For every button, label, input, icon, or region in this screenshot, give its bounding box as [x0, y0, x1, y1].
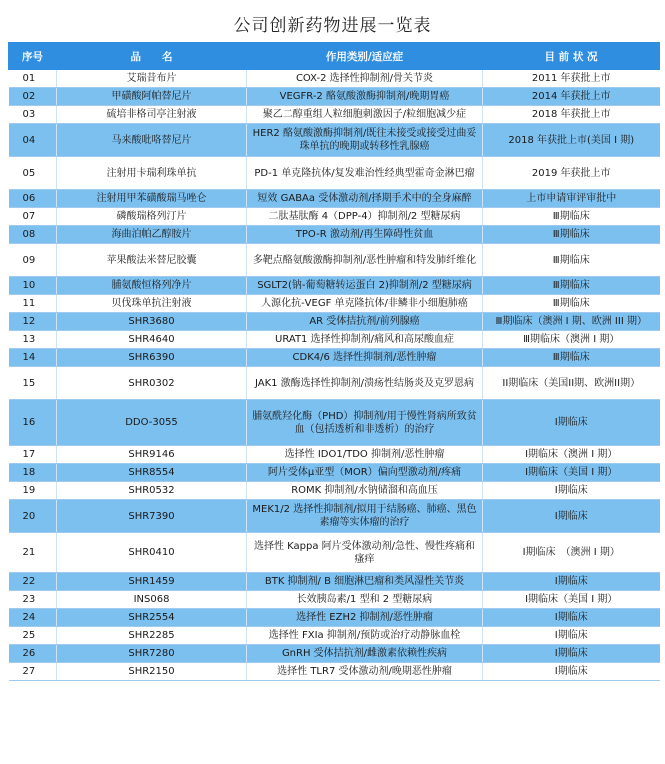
cell-status: Ⅰ期临床: [483, 609, 660, 627]
cell-status: Ⅰ期临床（美国 I 期）: [483, 591, 660, 609]
cell-drug-name: 硫培非格司亭注射液: [57, 106, 247, 124]
cell-drug-name: 注射用甲苯磺酸瑞马唑仑: [57, 190, 247, 208]
cell-drug-name: SHR3680: [57, 313, 247, 331]
table-row: [9, 244, 660, 277]
table-row: [9, 106, 660, 124]
table-row: [9, 70, 660, 88]
cell-status: Ⅲ期临床（澳洲 I 期）: [483, 331, 660, 349]
table-row: [9, 500, 660, 533]
cell-category: 选择性 EZH2 抑制剂/恶性肿瘤: [247, 609, 483, 627]
drug-progress-table: [8, 42, 660, 681]
table-row: [9, 533, 660, 573]
cell-drug-name: 磷酸瑞格列汀片: [57, 208, 247, 226]
cell-number: 27: [9, 663, 57, 681]
cell-number: 05: [9, 157, 57, 190]
table-row: [9, 573, 660, 591]
table-row: [9, 331, 660, 349]
cell-drug-name: 脯氨酸恒格列净片: [57, 277, 247, 295]
cell-drug-name: SHR2285: [57, 627, 247, 645]
cell-category: VEGFR-2 酪氨酸激酶抑制剂/晚期胃癌: [247, 88, 483, 106]
cell-number: 26: [9, 645, 57, 663]
cell-drug-name: 苹果酸法米替尼胶囊: [57, 244, 247, 277]
cell-number: 04: [9, 124, 57, 157]
table-row: [9, 645, 660, 663]
cell-category: GnRH 受体拮抗剂/雌激素依赖性疾病: [247, 645, 483, 663]
cell-number: 23: [9, 591, 57, 609]
cell-status: 2014 年获批上市: [483, 88, 660, 106]
cell-drug-name: 甲磺酸阿帕替尼片: [57, 88, 247, 106]
cell-status: II期临床（美国II期、欧洲II期）: [483, 367, 660, 400]
cell-category: 选择性 Kappa 阿片受体激动剂/急性、慢性疼痛和瘙痒: [247, 533, 483, 573]
cell-drug-name: SHR7390: [57, 500, 247, 533]
cell-category: URAT1 选择性抑制剂/痛风和高尿酸血症: [247, 331, 483, 349]
table-row: [9, 157, 660, 190]
table-row: [9, 349, 660, 367]
table-row: [9, 609, 660, 627]
cell-number: 16: [9, 400, 57, 446]
cell-status: Ⅰ期临床: [483, 663, 660, 681]
cell-category: HER2 酪氨酸激酶抑制剂/既往未接受或接受过曲妥珠单抗的晚期或转移性乳腺癌: [247, 124, 483, 157]
table-row: [9, 627, 660, 645]
cell-category: BTK 抑制剂/ B 细胞淋巴瘤和类风湿性关节炎: [247, 573, 483, 591]
table-row: [9, 208, 660, 226]
cell-number: 12: [9, 313, 57, 331]
cell-number: 24: [9, 609, 57, 627]
cell-number: 09: [9, 244, 57, 277]
cell-drug-name: 马来酸吡咯替尼片: [57, 124, 247, 157]
cell-category: 人源化抗-VEGF 单克隆抗体/非鳞非小细胞肺癌: [247, 295, 483, 313]
cell-drug-name: SHR4640: [57, 331, 247, 349]
cell-drug-name: SHR9146: [57, 446, 247, 464]
cell-category: 选择性 TLR7 受体激动剂/晚期恶性肿瘤: [247, 663, 483, 681]
cell-status: Ⅲ期临床: [483, 244, 660, 277]
cell-number: 07: [9, 208, 57, 226]
cell-drug-name: SHR0410: [57, 533, 247, 573]
cell-number: 06: [9, 190, 57, 208]
cell-status: Ⅰ期临床: [483, 400, 660, 446]
header-category: 作用类别/适应症: [247, 43, 483, 70]
cell-drug-name: 贝伐珠单抗注射液: [57, 295, 247, 313]
header-number: 序号: [9, 43, 57, 70]
cell-drug-name: SHR7280: [57, 645, 247, 663]
cell-category: ROMK 抑制剂/水钠储溜和高血压: [247, 482, 483, 500]
table-row: [9, 313, 660, 331]
cell-drug-name: INS068: [57, 591, 247, 609]
table-row: [9, 482, 660, 500]
cell-category: TPO-R 激动剂/再生障碍性贫血: [247, 226, 483, 244]
cell-status: Ⅰ期临床 （澳洲 I 期）: [483, 533, 660, 573]
cell-number: 11: [9, 295, 57, 313]
table-row: [9, 446, 660, 464]
cell-number: 21: [9, 533, 57, 573]
cell-status: 上市申请审评审批中: [483, 190, 660, 208]
cell-number: 20: [9, 500, 57, 533]
cell-category: COX-2 选择性抑制剂/骨关节炎: [247, 70, 483, 88]
cell-drug-name: 海曲泊帕乙醇胺片: [57, 226, 247, 244]
cell-drug-name: SHR0302: [57, 367, 247, 400]
table-row: [9, 124, 660, 157]
cell-status: Ⅲ期临床: [483, 295, 660, 313]
cell-number: 02: [9, 88, 57, 106]
cell-number: 10: [9, 277, 57, 295]
cell-status: Ⅰ期临床: [483, 573, 660, 591]
cell-status: Ⅰ期临床（美国 I 期）: [483, 464, 660, 482]
cell-drug-name: SHR8554: [57, 464, 247, 482]
cell-drug-name: SHR6390: [57, 349, 247, 367]
table-row: [9, 190, 660, 208]
cell-category: 选择性 FXIa 抑制剂/预防或治疗动静脉血栓: [247, 627, 483, 645]
cell-number: 22: [9, 573, 57, 591]
cell-drug-name: SHR2150: [57, 663, 247, 681]
cell-status: 2018 年获批上市: [483, 106, 660, 124]
cell-status: Ⅰ期临床: [483, 500, 660, 533]
cell-number: 03: [9, 106, 57, 124]
cell-number: 25: [9, 627, 57, 645]
cell-number: 18: [9, 464, 57, 482]
cell-drug-name: 艾瑞昔布片: [57, 70, 247, 88]
cell-category: JAK1 激酶选择性抑制剂/溃疡性结肠炎及克罗恩病: [247, 367, 483, 400]
cell-category: 长效胰岛素/1 型和 2 型糖尿病: [247, 591, 483, 609]
cell-status: Ⅰ期临床: [483, 645, 660, 663]
cell-status: Ⅰ期临床: [483, 627, 660, 645]
cell-status: Ⅲ期临床: [483, 226, 660, 244]
cell-drug-name: SHR1459: [57, 573, 247, 591]
table-row: [9, 400, 660, 446]
cell-category: 阿片受体μ亚型（MOR）偏向型激动剂/疼痛: [247, 464, 483, 482]
cell-category: PD-1 单克隆抗体/复发难治性经典型霍奇金淋巴瘤: [247, 157, 483, 190]
cell-number: 01: [9, 70, 57, 88]
table-row: [9, 277, 660, 295]
page-title: 公司创新药物进展一览表: [233, 16, 432, 36]
table-row: [9, 226, 660, 244]
cell-status: Ⅰ期临床（澳洲 I 期）: [483, 446, 660, 464]
cell-number: 13: [9, 331, 57, 349]
cell-drug-name: 注射用卡瑞利珠单抗: [57, 157, 247, 190]
cell-status: 2019 年获批上市: [483, 157, 660, 190]
cell-status: Ⅲ期临床: [483, 208, 660, 226]
cell-category: 聚乙二醇重组人粒细胞刺激因子/粒细胞减少症: [247, 106, 483, 124]
cell-status: Ⅲ期临床: [483, 277, 660, 295]
cell-category: 短效 GABAa 受体激动剂/择期手术中的全身麻醉: [247, 190, 483, 208]
cell-drug-name: SHR2554: [57, 609, 247, 627]
cell-category: 选择性 IDO1/TDO 抑制剂/恶性肿瘤: [247, 446, 483, 464]
cell-category: SGLT2(钠-葡萄糖转运蛋白 2)抑制剂/2 型糖尿病: [247, 277, 483, 295]
cell-category: 脯氨酰羟化酶（PHD）抑制剂/用于慢性肾病所致贫血（包括透析和非透析）的治疗: [247, 400, 483, 446]
cell-number: 08: [9, 226, 57, 244]
table-body: [9, 70, 660, 681]
cell-status: Ⅰ期临床: [483, 482, 660, 500]
cell-category: MEK1/2 选择性抑制剂/拟用于结肠癌、肺癌、黑色素瘤等实体瘤的治疗: [247, 500, 483, 533]
cell-number: 14: [9, 349, 57, 367]
cell-category: CDK4/6 选择性抑制剂/恶性肿瘤: [247, 349, 483, 367]
cell-status: 2011 年获批上市: [483, 70, 660, 88]
cell-status: 2018 年获批上市(美国 I 期): [483, 124, 660, 157]
cell-category: 多靶点酪氨酸激酶抑制剂/恶性肿瘤和特发肺纤维化: [247, 244, 483, 277]
cell-category: 二肽基肽酶 4（DPP-4）抑制剂/2 型糖尿病: [247, 208, 483, 226]
table-row: [9, 663, 660, 681]
table-row: [9, 464, 660, 482]
cell-category: AR 受体拮抗剂/前列腺癌: [247, 313, 483, 331]
cell-status: Ⅲ期临床: [483, 349, 660, 367]
table-row: [9, 591, 660, 609]
cell-drug-name: DDO-3055: [57, 400, 247, 446]
table-row: [9, 367, 660, 400]
cell-status: Ⅲ期临床（澳洲 I 期、欧洲 III 期）: [483, 313, 660, 331]
header-status: 目 前 状 况: [483, 43, 660, 70]
cell-number: 17: [9, 446, 57, 464]
cell-number: 19: [9, 482, 57, 500]
cell-number: 15: [9, 367, 57, 400]
table-header-row: [9, 43, 660, 70]
table-row: [9, 295, 660, 313]
table-row: [9, 88, 660, 106]
header-name: 品 名: [57, 43, 247, 70]
cell-drug-name: SHR0532: [57, 482, 247, 500]
